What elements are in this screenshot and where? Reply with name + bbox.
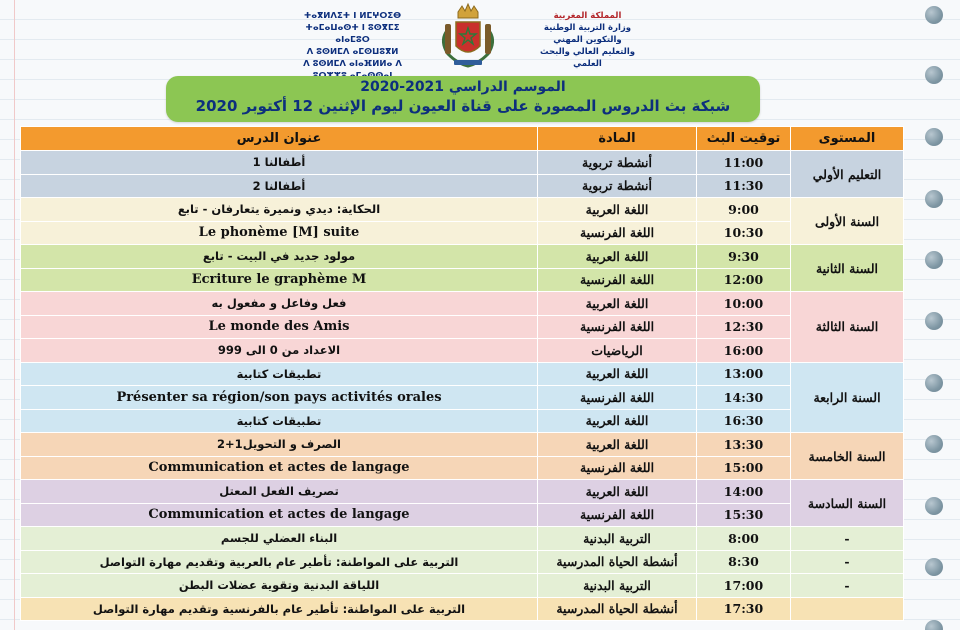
tifinagh-line-4: ⴷ ⵓⵙⵍⵎⴷ ⴰⵏⴰⴼⵍⵍⴰ ⴷ — [303, 59, 402, 69]
margin-line — [14, 0, 15, 630]
time-cell: 11:30 — [697, 174, 791, 198]
time-cell: 16:30 — [697, 409, 791, 433]
level-cell: - — [791, 550, 904, 574]
school-year-title: الموسم الدراسي 2021-2020 — [360, 79, 566, 95]
time-cell: 12:00 — [697, 268, 791, 292]
subject-cell: اللغة العربية — [538, 480, 697, 504]
lesson-cell: مولود جديد في البيت - تابع — [21, 245, 538, 269]
time-cell: 15:30 — [697, 503, 791, 527]
level-cell — [791, 597, 904, 621]
time-cell: 10:00 — [697, 292, 791, 316]
lesson-cell: أطفالنا 1 — [21, 151, 538, 175]
table-row — [21, 362, 904, 386]
level-cell: السنة السادسة — [791, 480, 904, 527]
subject-cell: أنشطة تربوية — [538, 174, 697, 198]
lesson-cell: التربية على المواطنة: تأطير عام بالفرنسية وتقديم مهارة التواصل — [21, 597, 538, 621]
binder-ring-7 — [925, 374, 943, 392]
table-row — [21, 151, 904, 175]
table-row — [21, 433, 904, 457]
subject-cell: أنشطة الحياة المدرسية — [538, 597, 697, 621]
header-level: المستوى — [791, 127, 904, 151]
ministry-name-arabic — [525, 10, 650, 70]
subject-cell: الرياضيات — [538, 339, 697, 363]
table-row — [21, 409, 904, 433]
lesson-cell: الحكاية: ديدي ونميرة يتعارفان - تابع — [21, 198, 538, 222]
binder-ring-3 — [925, 128, 943, 146]
time-cell: 11:00 — [697, 151, 791, 175]
lesson-cell: التربية على المواطنة: تأطير عام بالعربية وتقديم مهارة التواصل — [21, 550, 538, 574]
table-row — [21, 527, 904, 551]
table-row — [21, 456, 904, 480]
arabic-line-2: وزارة التربية الوطنية — [543, 23, 632, 33]
time-cell: 13:30 — [697, 433, 791, 457]
time-cell: 12:30 — [697, 315, 791, 339]
time-cell: 10:30 — [697, 221, 791, 245]
tifinagh-line-2: ⵜⴰⵎⴰⵡⴰⵙⵜ ⵏ ⵓⵙⴳⵎⵉ ⴰⵏⴰⵎⵓⵔ — [305, 23, 400, 45]
table-row — [21, 315, 904, 339]
lesson-cell: أطفالنا 2 — [21, 174, 538, 198]
time-cell: 17:30 — [697, 597, 791, 621]
level-cell: السنة الثالثة — [791, 292, 904, 363]
binder-ring-10 — [925, 558, 943, 576]
level-cell: السنة الثانية — [791, 245, 904, 292]
header-lesson: عنوان الدرس — [21, 127, 538, 151]
table-row — [21, 597, 904, 621]
time-cell: 14:00 — [697, 480, 791, 504]
header-subject: المادة — [538, 127, 697, 151]
subject-cell: اللغة الفرنسية — [538, 268, 697, 292]
lesson-cell: اللياقة البدنية وتقوية عضلات البطن — [21, 574, 538, 598]
lesson-cell: Communication et actes de langage — [21, 456, 538, 480]
lesson-cell: تطبيقات كتابية — [21, 409, 538, 433]
subject-cell: التربية البدنية — [538, 527, 697, 551]
table-row — [21, 480, 904, 504]
subject-cell: اللغة العربية — [538, 198, 697, 222]
tifinagh-line-3: ⴷ ⵓⵙⵍⵎⴷ ⴰⵎⵙⵡⵓⴳⵍ — [306, 47, 399, 57]
subject-cell: التربية البدنية — [538, 574, 697, 598]
time-cell: 14:30 — [697, 386, 791, 410]
lesson-cell: البناء العضلي للجسم — [21, 527, 538, 551]
subject-cell: اللغة الفرنسية — [538, 221, 697, 245]
lesson-cell: Présenter sa région/son pays activités orales — [21, 386, 538, 410]
table-row — [21, 503, 904, 527]
table-row — [21, 339, 904, 363]
ministry-name-tifinagh — [290, 10, 415, 82]
ministry-header — [290, 2, 650, 68]
subject-cell: أنشطة تربوية — [538, 151, 697, 175]
title-banner — [166, 76, 760, 122]
level-cell: التعليم الأولي — [791, 151, 904, 198]
lesson-cell: تطبيقات كتابية — [21, 362, 538, 386]
table-row — [21, 198, 904, 222]
subject-cell: اللغة العربية — [538, 409, 697, 433]
binder-ring-4 — [925, 190, 943, 208]
time-cell: 8:30 — [697, 550, 791, 574]
moroccan-coat-of-arms-icon — [438, 2, 498, 68]
time-cell: 9:30 — [697, 245, 791, 269]
time-cell: 9:00 — [697, 198, 791, 222]
level-cell: - — [791, 574, 904, 598]
time-cell: 15:00 — [697, 456, 791, 480]
level-cell: السنة الأولى — [791, 198, 904, 245]
tifinagh-line-1: ⵜⴰⴳⵍⴷⵉⵜ ⵏ ⵍⵎⵖⵔⵉⴱ — [303, 11, 402, 21]
binder-ring-9 — [925, 497, 943, 515]
lesson-cell: فعل وفاعل و مفعول به — [21, 292, 538, 316]
table-row — [21, 245, 904, 269]
time-cell: 8:00 — [697, 527, 791, 551]
arabic-line-1: المملكة المغربية — [553, 11, 622, 21]
table-row — [21, 268, 904, 292]
broadcast-schedule-table — [20, 126, 904, 621]
lesson-cell: الاعداد من 0 الى 999 — [21, 339, 538, 363]
subject-cell: اللغة الفرنسية — [538, 503, 697, 527]
binder-ring-6 — [925, 312, 943, 330]
level-cell: السنة الرابعة — [791, 362, 904, 433]
table-row — [21, 550, 904, 574]
binder-ring-11 — [925, 620, 943, 630]
level-cell: السنة الخامسة — [791, 433, 904, 480]
level-cell: - — [791, 527, 904, 551]
binder-ring-2 — [925, 66, 943, 84]
table-header-row — [21, 127, 904, 151]
subject-cell: اللغة العربية — [538, 245, 697, 269]
arabic-line-3: والتكوين المهني — [553, 35, 622, 45]
table-row — [21, 574, 904, 598]
lesson-cell: Le phonème [M] suite — [21, 221, 538, 245]
arabic-line-4: والتعليم العالي والبحث العلمي — [539, 47, 636, 69]
subject-cell: اللغة الفرنسية — [538, 456, 697, 480]
table-row — [21, 292, 904, 316]
header-time: توقيت البث — [697, 127, 791, 151]
subject-cell: اللغة العربية — [538, 292, 697, 316]
table-row — [21, 221, 904, 245]
lesson-cell: Le monde des Amis — [21, 315, 538, 339]
table-row — [21, 386, 904, 410]
lesson-cell: تصريف الفعل المعتل — [21, 480, 538, 504]
subject-cell: اللغة الفرنسية — [538, 315, 697, 339]
time-cell: 13:00 — [697, 362, 791, 386]
binder-ring-8 — [925, 435, 943, 453]
table-row — [21, 174, 904, 198]
subject-cell: اللغة الفرنسية — [538, 386, 697, 410]
subject-cell: اللغة العربية — [538, 433, 697, 457]
lesson-cell: Communication et actes de langage — [21, 503, 538, 527]
time-cell: 17:00 — [697, 574, 791, 598]
lesson-cell: Ecriture le graphème M — [21, 268, 538, 292]
binder-ring-5 — [925, 251, 943, 269]
schedule-title: شبكة بث الدروس المصورة على قناة العيون ليوم الإثنين 12 أكتوبر 2020 — [195, 97, 731, 115]
time-cell: 16:00 — [697, 339, 791, 363]
subject-cell: أنشطة الحياة المدرسية — [538, 550, 697, 574]
lesson-cell: الصرف و التحويل1+2 — [21, 433, 538, 457]
subject-cell: اللغة العربية — [538, 362, 697, 386]
binder-ring-1 — [925, 6, 943, 24]
